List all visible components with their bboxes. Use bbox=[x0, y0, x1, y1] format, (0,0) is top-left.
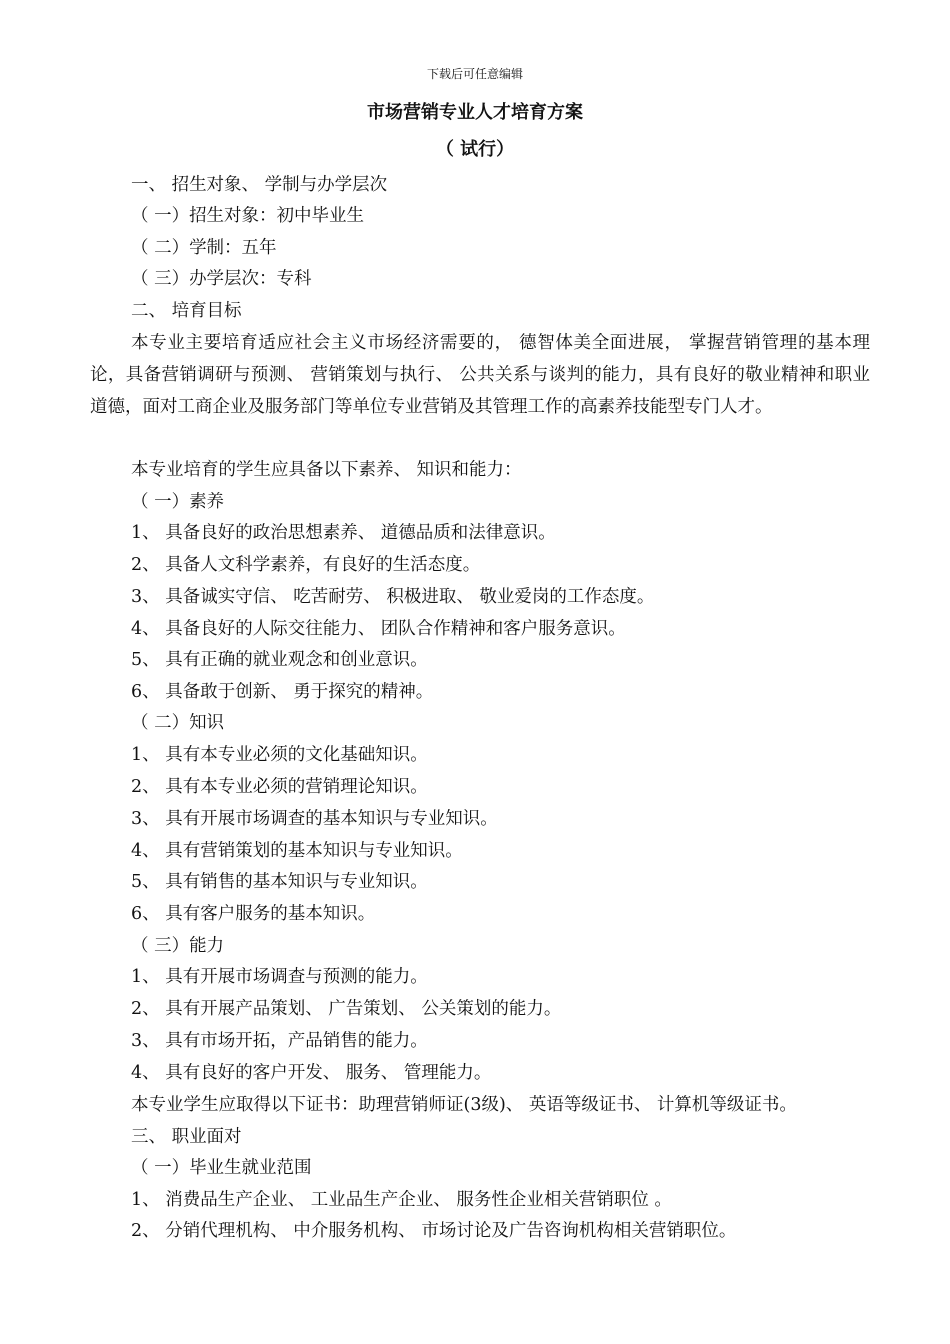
list-item: 3、 具有开展市场调查的基本知识与专业知识。 bbox=[131, 809, 498, 829]
subsection-heading: （ 一）毕业生就业范围 bbox=[131, 1158, 312, 1178]
section-heading-2: 二、 培育目标 bbox=[131, 301, 242, 321]
list-item: 6、 具有客户服务的基本知识。 bbox=[131, 904, 376, 924]
header-note: 下载后可任意编辑 bbox=[426, 67, 523, 81]
document-title: 市场营销专业人才培育方案 bbox=[367, 102, 583, 123]
list-item: （ 二）学制：五年 bbox=[131, 238, 277, 258]
list-item: 4、 具有良好的客户开发、 服务、 管理能力。 bbox=[131, 1063, 492, 1083]
list-item: 2、 具有本专业必须的营销理论知识。 bbox=[131, 777, 428, 797]
list-item: 2、 具有开展产品策划、 广告策划、 公关策划的能力。 bbox=[131, 999, 562, 1019]
list-item: 1、 具备良好的政治思想素养、 道德品质和法律意识。 bbox=[131, 523, 556, 543]
certificate-line: 本专业学生应取得以下证书：助理营销师证(3级)、 英语等级证书、 计算机等级证书。 bbox=[131, 1095, 797, 1115]
list-item: 5、 具有正确的就业观念和创业意识。 bbox=[131, 650, 428, 670]
subsection-heading: （ 一）素养 bbox=[131, 492, 225, 512]
list-item: 3、 具备诚实守信、 吃苦耐劳、 积极进取、 敬业爱岗的工作态度。 bbox=[131, 587, 655, 607]
list-item: 4、 具备良好的人际交往能力、 团队合作精神和客户服务意识。 bbox=[131, 619, 626, 639]
list-item: （ 一）招生对象：初中毕业生 bbox=[131, 206, 365, 226]
intro-line: 本专业培育的学生应具备以下素养、 知识和能力： bbox=[131, 460, 522, 480]
list-item: 1、 消费品生产企业、 工业品生产企业、 服务性企业相关营销职位 。 bbox=[131, 1190, 672, 1210]
goal-paragraph: 本专业主要培育适应社会主义市场经济需要的， 德智体美全面进展， 掌握营销管理的基本理论，具备营销调研与预测、 营销策划与执行、 公共关系与谈判的能力，具有良好的敬业精神和职业道德，面对工商企业及服务部门等单位专业营销及其管理工作的高素养技能型专门人才。 bbox=[90, 333, 870, 417]
document-subtitle: （ 试行） bbox=[435, 139, 515, 160]
list-item: 1、 具有本专业必须的文化基础知识。 bbox=[131, 745, 428, 765]
subsection-heading: （ 二）知识 bbox=[131, 713, 225, 733]
list-item: 3、 具有市场开拓，产品销售的能力。 bbox=[131, 1031, 428, 1051]
list-item: 2、 分销代理机构、 中介服务机构、 市场讨论及广告咨询机构相关营销职位。 bbox=[131, 1221, 737, 1241]
list-item: 5、 具有销售的基本知识与专业知识。 bbox=[131, 872, 428, 892]
list-item: 6、 具备敢于创新、 勇于探究的精神。 bbox=[131, 682, 434, 702]
section-heading-3: 三、 职业面对 bbox=[131, 1127, 242, 1147]
list-item: 1、 具有开展市场调查与预测的能力。 bbox=[131, 967, 428, 987]
list-item: 4、 具有营销策划的基本知识与专业知识。 bbox=[131, 841, 463, 861]
list-item: 2、 具备人文科学素养，有良好的生活态度。 bbox=[131, 555, 481, 575]
subsection-heading: （ 三）能力 bbox=[131, 936, 225, 956]
list-item: （ 三）办学层次：专科 bbox=[131, 269, 312, 289]
section-heading-1: 一、 招生对象、 学制与办学层次 bbox=[131, 175, 388, 195]
